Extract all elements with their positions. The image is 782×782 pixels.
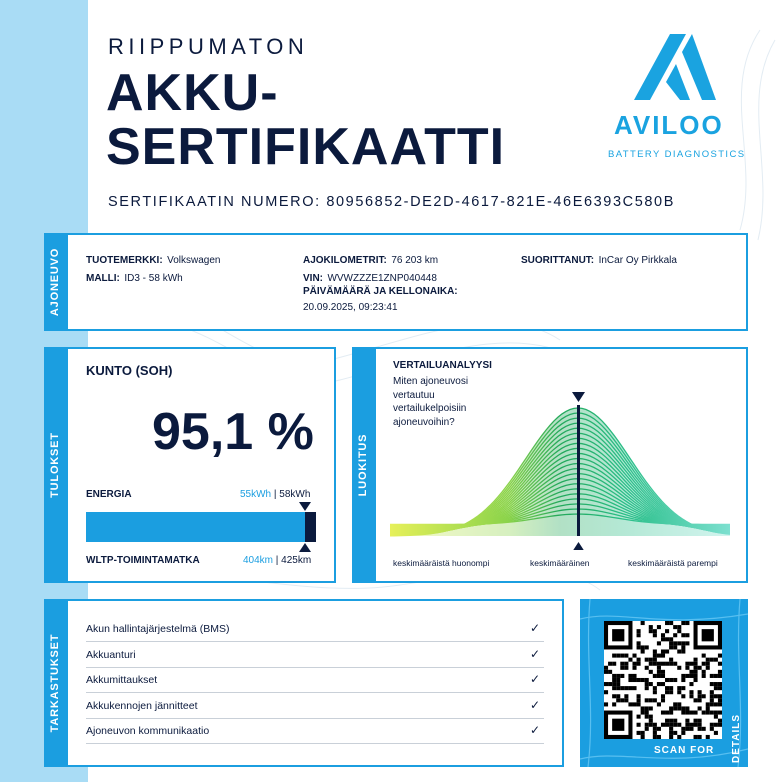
ranking-tab xyxy=(352,347,374,583)
check-row xyxy=(86,668,544,693)
soh-bar-markers xyxy=(298,502,312,552)
qr-code-panel[interactable] xyxy=(580,599,748,767)
km-value: 76 203 km xyxy=(391,255,439,266)
range-current: 404km xyxy=(243,555,274,566)
check-icon: ✓ xyxy=(529,646,540,661)
model-row xyxy=(86,268,183,286)
energy-label: ENERGIA xyxy=(86,489,132,500)
results-tab-label: TULOKSET xyxy=(49,432,61,498)
scan-for-label: SCAN FOR xyxy=(654,745,715,756)
vin-value: WVWZZZE1ZNP040448 xyxy=(327,273,437,284)
logo-tagline: BATTERY DIAGNOSTICS xyxy=(608,149,746,160)
details-label: DETAILS xyxy=(731,713,742,763)
range-label: WLTP-TOIMINTAMATKA xyxy=(86,555,200,566)
performer-value: InCar Oy Pirkkala xyxy=(598,255,677,266)
marker-up-icon xyxy=(299,543,311,552)
label-below-average: keskimääräistä huonompi xyxy=(393,558,490,568)
check-row xyxy=(86,617,544,642)
position-marker-down-icon xyxy=(572,392,585,402)
performer-label: SUORITTANUT: xyxy=(521,255,595,266)
checks-tab-label: TARKASTUKSET xyxy=(49,633,61,733)
qr-code xyxy=(604,621,722,739)
ranking-tab-label: LUOKITUS xyxy=(357,433,369,497)
soh-bar-track xyxy=(86,512,316,542)
position-marker-up-icon xyxy=(572,542,585,550)
check-row xyxy=(86,694,544,719)
brand-label: TUOTEMERKKI: xyxy=(86,255,163,266)
check-label: Akkumittaukset xyxy=(86,674,158,686)
range-separator: | xyxy=(273,555,282,566)
energy-current: 55kWh xyxy=(240,489,272,500)
km-label: AJOKILOMETRIT: xyxy=(303,255,387,266)
range-values xyxy=(243,555,311,566)
results-tab xyxy=(44,347,66,583)
vehicle-position-line xyxy=(577,405,580,536)
document-subtitle: RIIPPUMATON xyxy=(108,34,309,59)
check-label: Akkuanturi xyxy=(86,648,136,661)
date-label: PÄIVÄMÄÄRÄ JA KELLONAIKA: xyxy=(303,286,458,297)
vehicle-tab xyxy=(44,233,66,331)
energy-values xyxy=(240,489,310,500)
km-row xyxy=(303,250,438,268)
title-line-1: AKKU- xyxy=(106,64,279,122)
vin-row xyxy=(303,268,437,286)
performer-row xyxy=(521,250,677,268)
checks-tab xyxy=(44,599,66,767)
vin-label: VIN: xyxy=(303,273,323,284)
soh-value: 95,1 % xyxy=(152,403,314,461)
check-row xyxy=(86,643,544,668)
model-label: MALLI: xyxy=(86,273,120,284)
check-icon: ✓ xyxy=(529,723,540,737)
ranking-title: VERTAILUANALYYSI xyxy=(393,360,492,371)
results-panel xyxy=(66,347,336,583)
brand-value: Volkswagen xyxy=(167,255,221,266)
soh-title: KUNTO (SOH) xyxy=(86,363,173,378)
distribution-bell-curve xyxy=(390,390,730,550)
energy-separator: | xyxy=(271,489,280,500)
label-average: keskimääräinen xyxy=(530,558,590,568)
energy-total: 58kWh xyxy=(279,489,311,500)
range-total: 425km xyxy=(281,555,312,566)
question-line-4: ajoneuvoihin? xyxy=(393,416,455,428)
brand-row xyxy=(86,250,221,268)
check-row xyxy=(86,719,544,744)
vehicle-tab-label: AJONEUVO xyxy=(49,247,61,317)
title-line-2: SERTIFIKAATTI xyxy=(106,118,506,176)
check-label: Akun hallintajärjestelmä (BMS) xyxy=(86,623,230,635)
logo-wordmark: AVILOO xyxy=(614,110,724,140)
check-icon: ✓ xyxy=(529,672,540,686)
check-label: Akkukennojen jännitteet xyxy=(86,699,198,712)
question-line-3: vertailukelpoisiin xyxy=(393,403,467,414)
marker-down-icon xyxy=(299,502,311,511)
date-value: 20.09.2025, 09:23:41 xyxy=(303,302,398,313)
document-title xyxy=(106,66,505,174)
check-icon: ✓ xyxy=(529,621,540,635)
qr-code-icon xyxy=(604,621,722,739)
question-line-2: vertautuu xyxy=(393,389,435,401)
soh-bar-fill xyxy=(86,512,305,542)
question-line-1: Miten ajoneuvosi xyxy=(393,376,469,387)
label-above-average: keskimääräistä parempi xyxy=(628,558,718,568)
certificate-number: SERTIFIKAATIN NUMERO: 80956852-DE2D-4617-821E-46E6393C580B xyxy=(108,194,675,210)
model-value: ID3 - 58 kWh xyxy=(124,273,183,284)
check-label: Ajoneuvon kommunikaatio xyxy=(86,725,210,737)
check-icon: ✓ xyxy=(529,697,540,712)
